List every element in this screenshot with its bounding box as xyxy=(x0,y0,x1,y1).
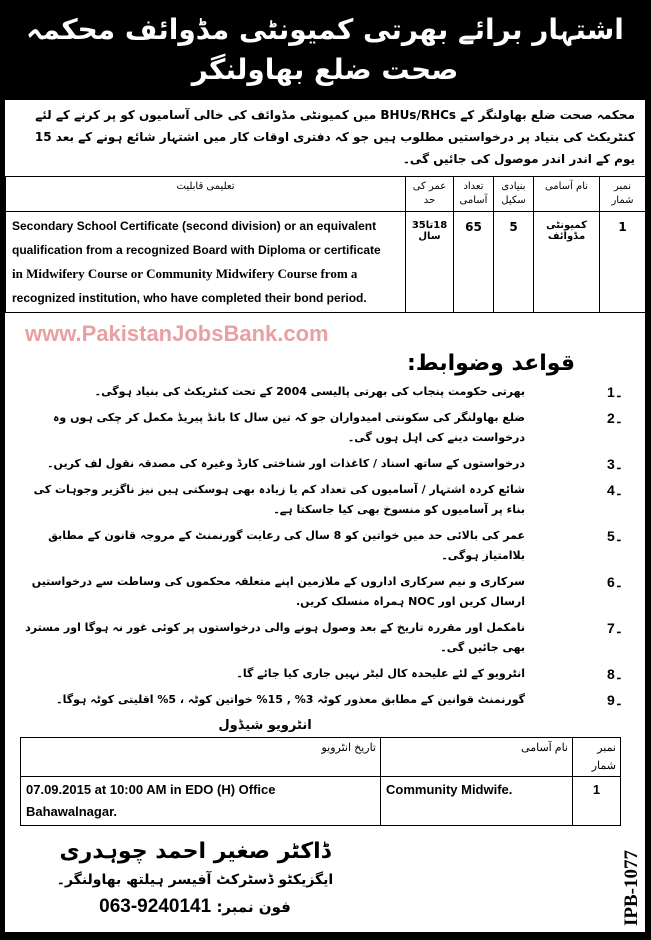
phone-line xyxy=(45,892,345,922)
count-cell: 65 xyxy=(454,212,494,313)
interview-table xyxy=(20,737,621,826)
table-header-row xyxy=(6,177,646,212)
rule-number: 1۔ xyxy=(607,384,623,400)
rules-list xyxy=(5,382,645,710)
rule-number: 9۔ xyxy=(607,692,623,708)
ad-body xyxy=(5,100,645,932)
phone-label: فون نمبر: xyxy=(216,898,291,916)
rule-item xyxy=(5,690,645,710)
rule-number: 5۔ xyxy=(607,528,623,544)
scale-cell: 5 xyxy=(494,212,534,313)
rule-text: درخواستوں کے ساتھ اسناد / کاغذات اور شناختی کارڈ وغیرہ کی مصدقہ نقول لف کریں۔ xyxy=(47,457,525,470)
header-date: تاریخ انٹرویو xyxy=(21,738,381,777)
qualification-cell xyxy=(6,212,406,313)
qualification-line: Secondary School Certificate (second division) or an equivalent xyxy=(12,219,377,233)
table-header-row xyxy=(21,738,621,777)
rule-text: شائع کردہ اشتہار / آسامیوں کی تعداد کم یا زیادہ بھی ہوسکتی ہیں نیز ناگزیر وجوہات کی بناء پر آسامیوں کو منسوخ بھی کیا جاسکتا ہے۔ xyxy=(33,483,525,516)
rule-item xyxy=(5,454,645,474)
rule-number: 2۔ xyxy=(607,410,623,426)
date-line: 07.09.2015 at 10:00 AM in EDO (H) Office xyxy=(26,782,276,797)
ad-header xyxy=(5,0,645,100)
header-qualification: تعلیمی قابلیت xyxy=(6,177,406,212)
rule-number: 4۔ xyxy=(607,482,623,498)
signature-block xyxy=(45,836,345,922)
rule-item xyxy=(5,618,645,658)
header-post: نام آسامی xyxy=(381,738,573,777)
post-cell: کمیونٹی مڈوائف xyxy=(534,212,600,313)
rule-number: 7۔ xyxy=(607,620,623,636)
age-cell: 18تا35سال xyxy=(406,212,454,313)
rule-item xyxy=(5,382,645,402)
serial-cell: 1 xyxy=(600,212,646,313)
date-line: Bahawalnagar. xyxy=(26,804,118,819)
rule-number: 8۔ xyxy=(607,666,623,682)
rule-text: سرکاری و نیم سرکاری اداروں کے ملازمین اپنے متعلقہ محکموں کی وساطت سے درخواستیں ارسال کریں اور NOC ہمراہ منسلک کریں. xyxy=(31,575,525,608)
rule-item xyxy=(5,480,645,520)
interview-title: انٹرویو شیڈول xyxy=(218,718,312,733)
header-serial: نمبر شمار xyxy=(573,738,621,777)
ad-title: اشتہار برائے بھرتی کمیونٹی مڈوائف محکمہ صحت ضلع بھاولنگر xyxy=(26,13,624,86)
rule-text: عمر کی بالائی حد میں خواتین کو 8 سال کی رعایت گورنمنٹ کے مروجہ قانون کے مطابق بلاامتیاز ہوگی۔ xyxy=(48,529,525,562)
ipb-code: IPB-1077 xyxy=(621,850,642,926)
posts-table xyxy=(5,176,646,313)
header-scale: بنیادی سکیل xyxy=(494,177,534,212)
rule-item xyxy=(5,664,645,684)
header-post: نام آسامی xyxy=(534,177,600,212)
rule-item xyxy=(5,526,645,566)
header-age: عمر کی حد xyxy=(406,177,454,212)
rule-number: 3۔ xyxy=(607,456,623,472)
table-row xyxy=(6,212,646,313)
phone-number: 063-9240141 xyxy=(99,896,212,917)
post-cell: Community Midwife. xyxy=(381,777,573,826)
header-serial: نمبر شمار xyxy=(600,177,646,212)
rule-item xyxy=(5,408,645,448)
intro-paragraph: محکمہ صحت ضلع بھاولنگر کے BHUs/RHCs میں کمیونٹی مڈوائف کی خالی آسامیوں کو پر کرنے کے لئے کنٹریکٹ کی بنیاد پر درخواستیں مطلوب ہیں جو کہ دفتری اوقات کار میں اشتہار شائع ہونے کے بعد 15 یوم کے اندر اندر موصول کی جائیں گی۔ xyxy=(34,108,635,166)
signatory-name: ڈاکٹر صغیر احمد چوہدری xyxy=(59,839,331,864)
qualification-line: recognized institution, who have completed their bond period. xyxy=(12,291,367,305)
rule-text: بھرتی حکومت پنجاب کی بھرتی پالیسی 2004 کے تحت کنٹریکٹ کی بنیاد ہوگی۔ xyxy=(94,385,525,398)
rule-text: گورنمنٹ قوانین کے مطابق معذور کوٹہ 3% , 15% خواتین کوٹہ ، 5% اقلیتی کوٹہ ہوگا۔ xyxy=(56,693,525,706)
table-row xyxy=(21,777,621,826)
rule-text: نامکمل اور مقررہ تاریخ کے بعد وصول ہونے والی درخواستوں پر کوئی غور نہ ہوگا اور مسترد بھی جائیں گی۔ xyxy=(25,621,525,654)
rule-item xyxy=(5,572,645,612)
serial-cell: 1 xyxy=(573,777,621,826)
rule-number: 6۔ xyxy=(607,574,623,590)
rule-text: ضلع بھاولنگر کی سکونتی امیدواران جو کہ تین سال کا بانڈ پیریڈ مکمل کر چکی ہوں وہ درخواست دینے کی اہل ہوں گی۔ xyxy=(52,411,525,444)
rule-text: انٹرویو کے لئے علیحدہ کال لیٹر نہیں جاری کیا جائے گا۔ xyxy=(236,667,525,680)
signatory-designation: ایگزیکٹو ڈسٹرکٹ آفیسر ہیلتھ بھاولنگر۔ xyxy=(56,872,334,888)
header-count: تعداد آسامی xyxy=(454,177,494,212)
qualification-line: in Midwifery Course or Community Midwifery Course from a xyxy=(12,266,358,281)
qualification-line: qualification from a recognized Board with Diploma or certificate xyxy=(12,243,381,257)
rules-title: قواعد وضوابط: xyxy=(406,351,575,376)
watermark: www.PakistanJobsBank.com xyxy=(25,321,329,346)
date-cell xyxy=(21,777,381,826)
